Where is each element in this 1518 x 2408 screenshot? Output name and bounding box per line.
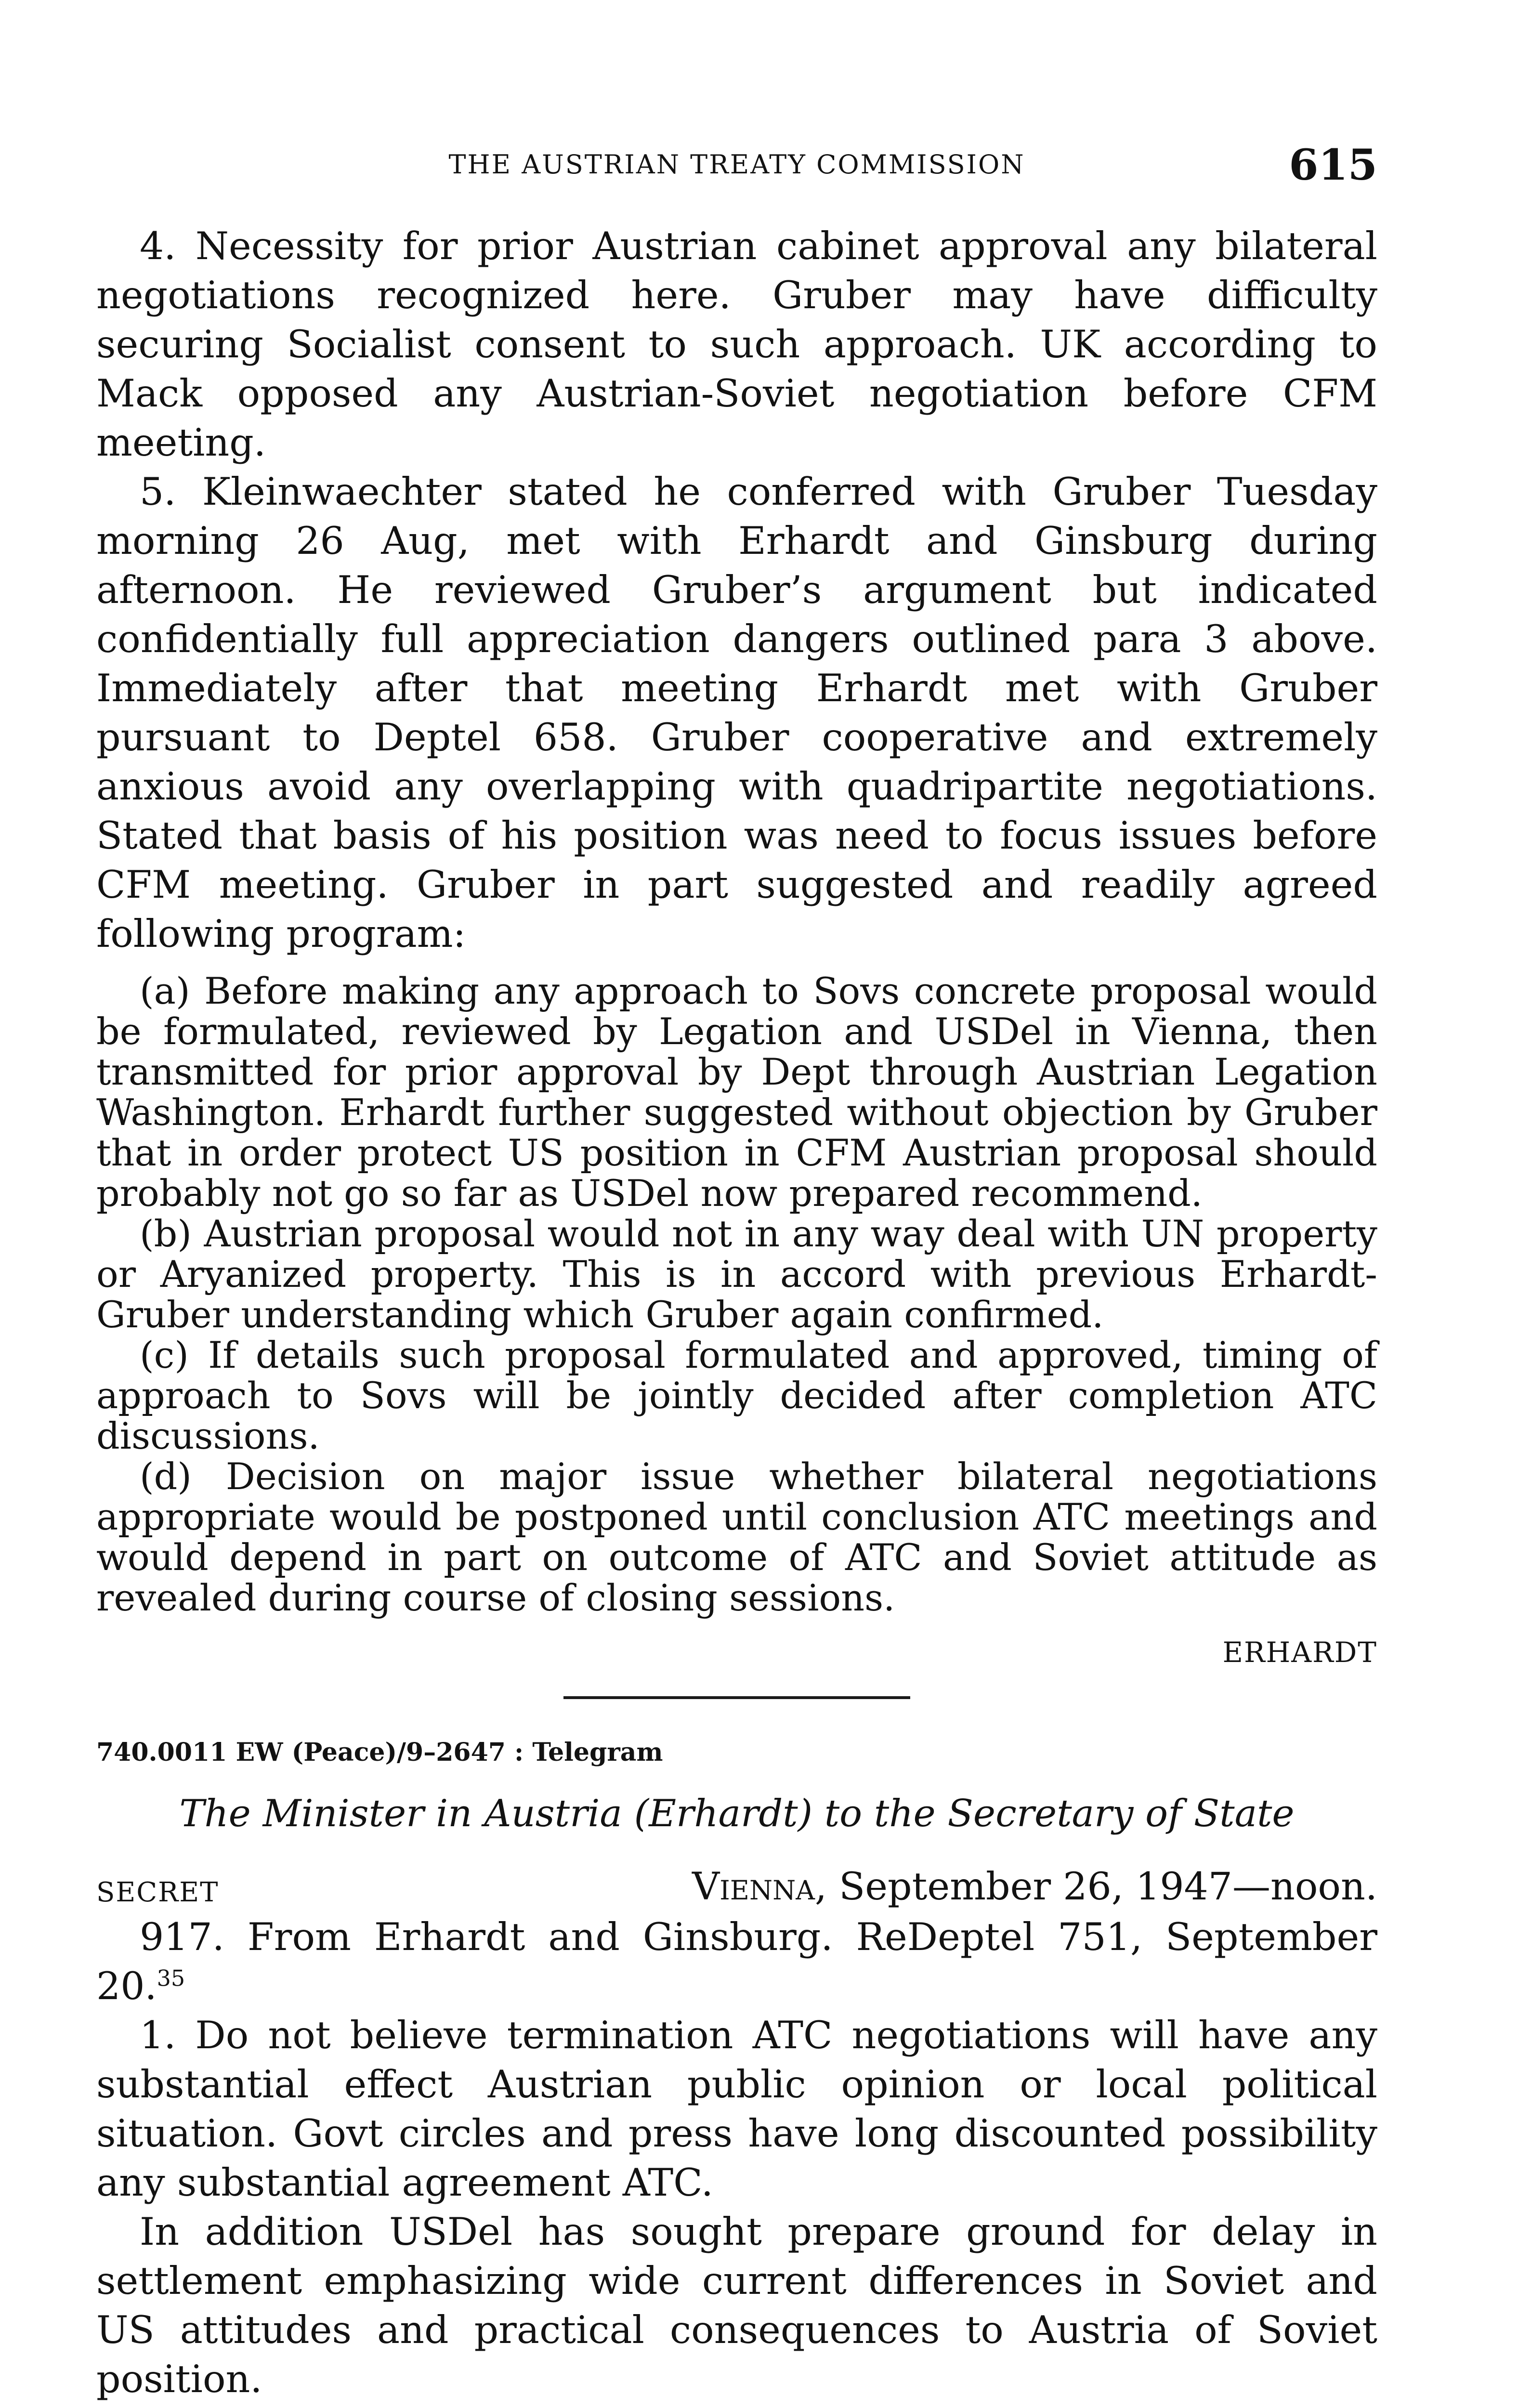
telegram-paragraph-2: In addition USDel has sought prepare ground for delay in settlement emphasizing wide current differences in Soviet and US attitudes and practical consequences to Austria of Soviet position.: [96, 2210, 1377, 2401]
signature-name: ERHARDT: [1222, 1636, 1377, 1669]
body-paragraph-5: 5. Kleinwaechter stated he conferred with Gruber Tuesday morning 26 Aug, met with Erhardt and Ginsburg during afternoon. He reviewed Gruber’s argument but indicated confidentially full appreciation dangers outlined para 3 above. Immediately after that meeting Erhardt met with Gruber pursuant to Deptel 658. Gruber cooperative and extremely anxious avoid any overlapping with quadripartite negotiations. Stated that basis of his position was need to focus issues before CFM meeting. Gruber in part suggested and readily agreed following program:: [96, 470, 1377, 956]
dateline-date: , September 26, 1947—noon.: [814, 1864, 1377, 1909]
subparagraph-d: (d) Decision on major issue whether bilateral negotiations appropriate would be postponed until conclusion ATC meetings and would depend in part on outcome of ATC and Soviet attitude as revealed during course of closing sessions.: [96, 1455, 1377, 1619]
document-title: The Minister in Austria (Erhardt) to the Secretary of State: [179, 1792, 1295, 1835]
signature: [96, 1636, 1377, 1669]
telegram-opening: [96, 1912, 1377, 2011]
dateline-row: [96, 1864, 1377, 1912]
telegram-opening-text: 917. From Erhardt and Ginsburg. ReDeptel 751, September 20.: [96, 1915, 1377, 2008]
telegram-paragraph-1: 1. Do not believe termination ATC negotiations will have any substantial effect Austrian public opinion or local political situation. Govt circles and press have long discounted possibility any substantial agreement ATC.: [96, 2013, 1377, 2205]
subparagraph-b: (b) Austrian proposal would not in any way deal with UN property or Aryanized property. This is in accord with previous Erhardt-Gruber understanding which Gruber again confirmed.: [96, 1212, 1377, 1336]
footnote-reference: 35: [157, 1965, 185, 1991]
page-number: 615: [1289, 140, 1377, 190]
running-head: THE AUSTRIAN TREATY COMMISSION: [448, 149, 1025, 180]
program-subparagraphs: [96, 971, 1377, 1618]
subparagraph-a: (a) Before making any approach to Sovs concrete proposal would be formulated, reviewed by Legation and USDel in Vienna, then transmitted for prior approval by Dept through Austrian Legation Washington. Erhardt further suggested without objection by Gruber that in order protect US position in CFM Austrian proposal should probably not go so far as USDel now prepared recommend.: [96, 969, 1377, 1215]
page-body: [96, 222, 1377, 2408]
subparagraph-c: (c) If details such proposal formulated and approved, timing of approach to Sovs will be jointly decided after completion ATC discussions.: [96, 1334, 1377, 1457]
section-divider: [563, 1696, 910, 1699]
dateline-place: Vienna: [692, 1864, 815, 1909]
body-paragraph-4: 4. Necessity for prior Austrian cabinet approval any bilateral negotiations recognized here. Gruber may have difficulty securing Socialist consent to such approach. UK according to Mack opposed any Austrian-Soviet negotiation before CFM meeting.: [96, 224, 1377, 465]
file-reference: 740.0011 EW (Peace)/9–2647 : Telegram: [96, 1738, 663, 1767]
dateline: [692, 1864, 1377, 1909]
classification: SECRET: [96, 1877, 219, 1908]
page-header: [96, 140, 1377, 197]
